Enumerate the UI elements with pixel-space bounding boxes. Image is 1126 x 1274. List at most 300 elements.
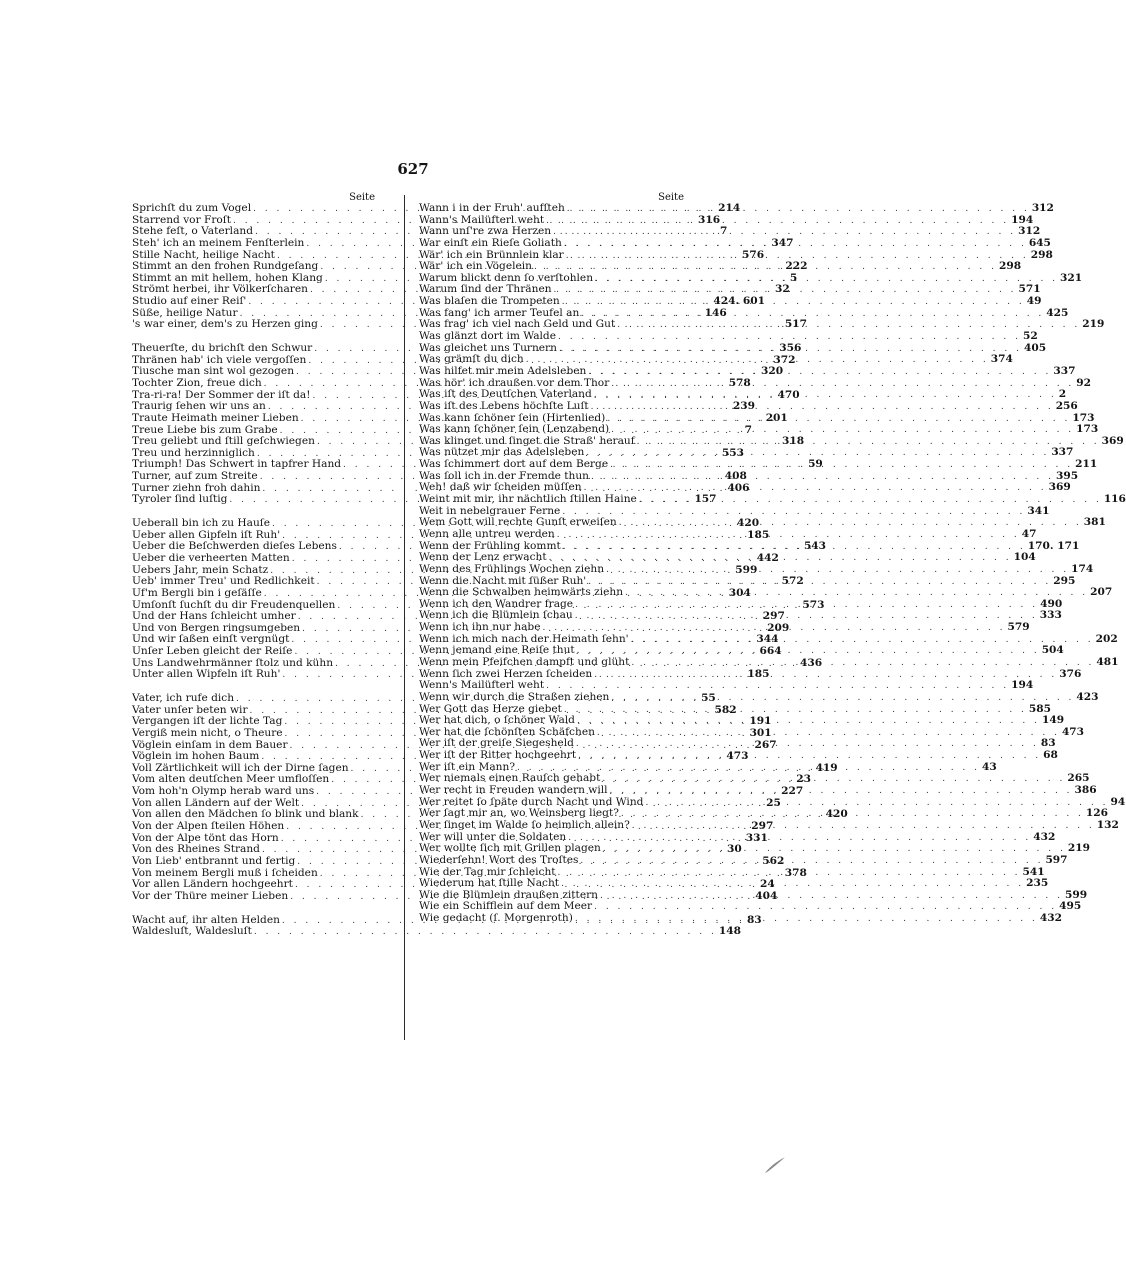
entry-title: Weh! daß wir ſcheiden müſſen xyxy=(419,481,582,494)
entry-page-number: 92 xyxy=(1076,376,1092,389)
dot-leader xyxy=(562,297,1025,309)
entry-page-number: 312 xyxy=(1031,202,1054,214)
entry-page-number: 256 xyxy=(1055,399,1078,412)
dot-leader xyxy=(606,565,1069,577)
entry-title: Stehe feſt, o Vaterland xyxy=(132,225,253,238)
entry-page-number: 201 xyxy=(765,411,788,424)
entry-title: Wenn ich mich nach der Heimath ſehn' xyxy=(419,632,629,645)
entry-page-number: 2 xyxy=(1058,388,1067,401)
entry-page-number: 146 xyxy=(704,306,727,319)
entry-page-number: 318 xyxy=(781,435,805,448)
entry-title: Von der Alpe tönt das Horn xyxy=(132,831,279,844)
entry-title: Wer reitet ſo ſpäte durch Nacht und Wind xyxy=(419,795,644,808)
entry-title: Weit in nebelgrauer Ferne xyxy=(419,504,561,517)
entry-page-number: 7 xyxy=(744,423,753,436)
entry-title: Steh' ich an meinem Fenſterlein xyxy=(132,236,305,249)
entry-title: Theuerſte, du brichſt den Schwur xyxy=(132,342,313,355)
entry-title: Wenn jemand eine Reiſe thut xyxy=(419,644,575,657)
entry-page-number: 572 xyxy=(781,575,804,588)
entry-page-number: 211 xyxy=(1075,458,1098,471)
entry-title: Thränen hab' ich viele vergoſſen xyxy=(132,353,307,366)
entry-page-number: 304 xyxy=(728,586,751,599)
dot-leader xyxy=(557,530,1020,542)
entry-title: Und wir ſaßen einſt vergnügt xyxy=(132,633,290,646)
dot-leader xyxy=(553,227,1016,239)
dot-leader xyxy=(621,809,1084,821)
entry-page-number: 43 xyxy=(982,760,997,773)
dot-leader xyxy=(610,786,1073,798)
column-header-seite: Seite xyxy=(349,192,375,203)
entry-page-number: 222 xyxy=(785,260,808,273)
dot-leader xyxy=(578,751,1041,763)
entry-page-number: 173 xyxy=(1076,423,1099,436)
entry-title: Wann i in der Fruh' aufſteh xyxy=(419,202,565,214)
entry-page-number: 573 xyxy=(802,598,825,611)
entry-page-number: 504 xyxy=(1041,644,1064,657)
entry-title: Von allen den Mädchen ſo blink und blank xyxy=(132,808,359,821)
ink-smudge-mark xyxy=(761,1156,789,1174)
entry-title: Uebers Jahr, mein Schatz xyxy=(132,563,269,576)
entry-title: Wer hat dich, o ſchöner Wald xyxy=(419,714,575,727)
dot-leader xyxy=(575,611,1038,623)
dot-leader xyxy=(625,588,1088,600)
dot-leader xyxy=(546,681,1009,693)
group-spacer xyxy=(132,903,375,915)
entry-page-number: 312 xyxy=(1018,225,1041,238)
entry-title: Ueber allen Gipfeln iſt Ruh' xyxy=(132,528,281,541)
entry-title: Wenn des Frühlings Wochen ziehn xyxy=(419,562,605,575)
entry-page-number: 298 xyxy=(1030,248,1053,261)
entry-title: Starrend vor Froſt xyxy=(132,213,231,226)
entry-page-number: 24 xyxy=(759,878,775,891)
entry-title: Vom hoh'n Olymp herab ward uns xyxy=(132,785,315,798)
entry-title: Wie gedacht (ſ. Morgenroth) xyxy=(419,912,573,925)
entry-page-number: 599 xyxy=(735,563,758,576)
dot-leader xyxy=(591,402,1054,414)
entry-title: Waldesluſt, Waldesluſt xyxy=(132,925,252,938)
dot-leader xyxy=(619,518,1082,530)
dot-leader xyxy=(584,483,1047,495)
entry-title: Wenn ich den Wandrer frage xyxy=(419,597,574,610)
entry-title: Uf'm Bergli bin i geſäſſe xyxy=(132,586,262,599)
dot-leader xyxy=(588,577,1051,589)
entry-page-number: 174 xyxy=(1071,562,1094,575)
entry-page-number: 481 xyxy=(1096,655,1119,668)
entry-title: Wer Gott das Herze giebet xyxy=(419,702,562,715)
entry-title: Strömt herbei, ihr Völkerſcharen xyxy=(132,283,308,296)
entry-page-number: 94 xyxy=(1110,795,1126,808)
entry-title: Und von Bergen ringsumgeben xyxy=(132,621,301,634)
entry-title: Was kann ſchöner ſein (Hirtenlied) xyxy=(419,411,606,424)
entry-title: Wann unſ're zwa Herzen xyxy=(419,225,552,238)
entry-title: Wer will unter die Soldaten xyxy=(419,830,567,843)
dot-leader xyxy=(591,472,1054,484)
entry-title: Vergiß mein nicht, o Theure xyxy=(132,726,283,739)
entry-page-number: 372 xyxy=(773,353,796,366)
entry-page-number: 219 xyxy=(1082,318,1105,331)
entry-title: Ueberall bin ich zu Hauſe xyxy=(132,517,270,530)
entry-page-number: 316 xyxy=(697,213,721,226)
entry-title: Stille Nacht, heilige Nacht xyxy=(132,248,275,261)
entry-page-number: 597 xyxy=(1045,853,1068,866)
entry-title: Tiusche man sint wol gezogen xyxy=(132,365,295,378)
entry-title: Ueb' immer Treu' und Redlichkeit xyxy=(132,575,315,588)
entry-page-number: 442 xyxy=(756,551,779,564)
entry-page-number: 337 xyxy=(1051,446,1074,459)
entry-title: Wenn ich die Blümlein ſchau xyxy=(419,609,573,622)
entry-title: Vor allen Ländern hochgeehrt xyxy=(132,878,293,891)
entry-title: Wenn ich ihn nur habe xyxy=(419,621,541,634)
dot-leader xyxy=(558,868,1021,880)
entry-page-number: 374 xyxy=(990,353,1013,366)
entry-page-number: 194 xyxy=(1011,213,1034,226)
entry-title: Wie die Blümlein draußen zittern xyxy=(419,888,598,901)
entry-page-number: 157 xyxy=(694,493,717,506)
dot-leader xyxy=(546,213,1009,228)
index-entry xyxy=(132,925,741,938)
entry-page-number: 562 xyxy=(762,854,785,867)
entry-page-number: 419 xyxy=(815,761,838,774)
entry-page-number: 173 xyxy=(1072,411,1095,424)
dot-leader xyxy=(632,821,1095,833)
entry-page-number: 194 xyxy=(1011,679,1034,692)
entry-page-number: 425 xyxy=(1046,306,1069,319)
entry-title: Wer ſinget im Walde ſo heimlich allein? xyxy=(419,818,630,831)
column-divider xyxy=(404,195,405,1040)
entry-title: Tra-ri-ra! Der Sommer der iſt da! xyxy=(132,388,311,401)
dot-leader xyxy=(588,367,1051,379)
entry-page-number: 301 xyxy=(749,726,772,739)
entry-title: Wem Gott will rechte Gunſt erweiſen xyxy=(419,516,617,529)
entry-title: Wer iſt ein Mann? xyxy=(419,760,515,773)
entry-page-number: 432 xyxy=(1039,912,1063,925)
entry-title: Stimmt an den frohen Rundgeſang xyxy=(132,260,319,273)
entry-page-number: 297 xyxy=(762,610,785,623)
entry-title: Wenn mein Pfeifchen dampft und glüht xyxy=(419,655,630,668)
dot-leader xyxy=(600,891,1063,903)
entry-page-number: 126 xyxy=(1085,807,1109,820)
entry-page-number: 207 xyxy=(1090,586,1113,599)
entry-title: 's war einer, dem's zu Herzen ging xyxy=(132,318,318,331)
entry-title: Wenn der Lenz erwacht xyxy=(419,551,547,564)
dot-leader xyxy=(603,844,1066,856)
entry-page-number: 406 xyxy=(727,481,750,494)
entry-page-number: 239 xyxy=(732,400,755,413)
entry-page-number: 344 xyxy=(756,633,779,646)
entry-page-number: 517 xyxy=(784,318,808,331)
entry-title: Weint mit mir, ihr nächtlich ſtillen Haine xyxy=(419,493,637,506)
entry-title: Wacht auf, ihr alten Helden xyxy=(132,913,280,926)
dot-leader xyxy=(558,332,1021,344)
entry-page-number: 420 xyxy=(825,808,848,821)
dot-leader xyxy=(645,798,1108,810)
entry-title: Vor der Thüre meiner Lieben xyxy=(132,889,289,902)
entry-page-number: 191 xyxy=(749,715,772,728)
entry-page-number: 386 xyxy=(1074,784,1097,797)
entry-title: Was kann ſchöner ſein (Lenzabend) xyxy=(419,423,610,436)
dot-leader xyxy=(610,460,1073,472)
entry-title: Wenn der Frühling kommt xyxy=(419,539,561,552)
entry-title: Wenn die Nacht mit ſüßer Ruh' xyxy=(419,574,587,587)
dot-leader xyxy=(562,507,1025,519)
entry-page-number: 333 xyxy=(1039,609,1062,622)
entry-page-number: 645 xyxy=(1028,236,1051,249)
entry-title: Wer iſt der greiſe Siegesheld xyxy=(419,737,574,750)
entry-title: Vom alten deutſchen Meer umfloſſen xyxy=(132,773,330,786)
entry-page-number: 541 xyxy=(1022,865,1045,878)
entry-title: Unter allen Wipfeln iſt Ruh' xyxy=(132,668,281,681)
entry-title: Was glänzt dort im Walde xyxy=(419,330,556,343)
entry-page-number: 582 xyxy=(714,703,737,716)
dot-leader xyxy=(611,376,1074,391)
entry-title: Was ſoll ich in der Fremde thun xyxy=(419,469,589,482)
entry-page-number: 404 xyxy=(755,889,778,902)
entry-title: Vergangen iſt der lichte Tag xyxy=(132,715,283,728)
index-entry xyxy=(419,330,1038,343)
entry-page-number: 104 xyxy=(1013,551,1036,564)
entry-page-number: 664 xyxy=(759,645,782,658)
entry-page-number: 436 xyxy=(800,656,823,669)
entry-page-number: 423 xyxy=(1076,690,1099,703)
entry-page-number: 52 xyxy=(1023,330,1038,343)
entry-title: Umſonſt ſuchſt du dir Freudenquellen xyxy=(132,598,336,611)
entry-title: Traurig ſehen wir uns an xyxy=(132,400,266,413)
entry-title: Studio auf einer Reiſ' xyxy=(132,295,247,308)
entry-title: Vater unſer beten wir xyxy=(132,703,248,716)
dot-leader xyxy=(611,425,1074,437)
dot-leader xyxy=(594,670,1057,682)
dot-leader xyxy=(631,658,1094,670)
entry-page-number: 495 xyxy=(1059,900,1082,913)
entry-title: Vöglein einſam in dem Bauer xyxy=(132,738,288,751)
entry-page-number: 420 xyxy=(737,517,760,530)
entry-page-number: 331 xyxy=(745,831,768,844)
entry-title: Wie ein Schifflein auf dem Meer xyxy=(419,900,593,913)
entry-title: Was hör' ich draußen vor dem Thor xyxy=(419,376,610,389)
entry-title: Wenn die Schwalben heimwärts ziehn xyxy=(419,586,624,599)
entry-page-number: 298 xyxy=(998,260,1022,273)
dot-leader xyxy=(581,306,1044,321)
dot-leader xyxy=(559,344,1022,356)
entry-title: Was klinget und ſinget die Straß' herauf xyxy=(419,434,635,447)
entry-page-number: 405 xyxy=(1023,341,1047,354)
entry-page-number: 347 xyxy=(771,236,794,249)
entry-title: Treu und herzinniglich xyxy=(132,446,255,459)
entry-title: Von der Alpen ſteilen Höhen xyxy=(132,820,285,833)
entry-page-number: 579 xyxy=(1007,621,1030,634)
entry-page-number: 585 xyxy=(1028,702,1052,715)
entry-title: Was fang' ich armer Teufel an xyxy=(419,306,580,319)
entry-page-number: 235 xyxy=(1026,877,1049,890)
entry-title: Wer wollte ſich mit Grillen plagen xyxy=(419,842,601,855)
dot-leader xyxy=(595,271,1058,286)
entry-title: Sprichſt du zum Vogel xyxy=(132,202,252,214)
dot-leader xyxy=(611,693,1074,705)
dot-leader xyxy=(564,236,1027,251)
entry-page-number: 185 xyxy=(747,668,770,681)
entry-page-number: 170. 171 xyxy=(1027,539,1080,552)
entry-page-number: 132 xyxy=(1096,818,1119,831)
entry-title: Stimmt an mit hellem, hohen Klang xyxy=(132,271,323,284)
entry-title: Was nützet mir das Adelsleben xyxy=(419,446,585,459)
entry-page-number: 267 xyxy=(754,738,777,751)
entry-page-number: 378 xyxy=(784,866,807,879)
entry-page-number: 297 xyxy=(751,820,774,833)
entry-title: Was iſt des Lebens höchſte Luſt xyxy=(419,399,589,412)
entry-title: Was iſt des Deutſchen Vaterland xyxy=(419,388,592,401)
entry-page-number: 219 xyxy=(1067,842,1090,855)
entry-title: Wiederum hat ſtille Nacht xyxy=(419,877,560,890)
dot-leader xyxy=(575,914,1038,926)
entry-title: Voll Zärtlichkeit will ich der Dirne ſagen xyxy=(132,761,349,774)
entry-title: Von des Rheines Strand xyxy=(132,843,260,856)
dot-leader xyxy=(594,390,1057,402)
entry-title: Was grämſt du dich xyxy=(419,353,524,366)
dot-leader xyxy=(564,705,1027,717)
dot-leader xyxy=(566,248,1029,263)
entry-page-number: 214 xyxy=(718,202,741,214)
entry-page-number: 295 xyxy=(1053,574,1076,587)
entry-page-number: 369 xyxy=(1048,481,1071,494)
entry-title: Wie der Tag mir ſchleicht xyxy=(419,865,556,878)
entry-title: Was frag' ich viel nach Geld und Gut xyxy=(419,318,616,331)
entry-title: Wer recht in Freuden wandern will xyxy=(419,784,608,797)
entry-title: Wär' ich ein Vögelein xyxy=(419,260,532,273)
dot-leader xyxy=(567,204,1030,216)
entry-page-number: 116 xyxy=(1103,493,1126,506)
entry-page-number: 321 xyxy=(1060,271,1083,284)
entry-title: Warum blickt denn ſo verſtohlen xyxy=(419,271,594,284)
entry-title: Triumph! Das Schwert in tapfrer Hand xyxy=(132,458,342,471)
entry-page-number: 337 xyxy=(1053,364,1076,377)
entry-page-number: 149 xyxy=(1041,714,1065,727)
entry-title: Ueber die verheerten Matten xyxy=(132,551,290,564)
dot-leader xyxy=(526,355,989,367)
entry-title: Vater, ich rufe dich xyxy=(132,691,235,704)
entry-title: Von allen Ländern auf der Welt xyxy=(132,796,300,809)
entry-page-number: 23 xyxy=(796,773,811,786)
entry-page-number: 553 xyxy=(721,446,744,459)
dot-leader xyxy=(602,774,1065,786)
entry-title: Von meinem Bergli muß i ſcheiden xyxy=(132,866,318,879)
entry-title: Wär' ich ein Brünnlein klar xyxy=(419,248,564,261)
entry-title: Was ſchimmert dort auf dem Berge xyxy=(419,458,609,471)
entry-title: Wer iſt der Ritter hochgeehrt xyxy=(419,749,577,762)
entry-title: Traute Heimath meiner Lieben xyxy=(132,411,299,424)
entry-page-number: 578 xyxy=(728,376,751,389)
entry-page-number: 55 xyxy=(701,691,716,704)
entry-page-number: 49 xyxy=(1026,295,1042,308)
entry-page-number: 356 xyxy=(779,342,802,355)
entry-page-number: 432 xyxy=(1033,830,1056,843)
dot-leader xyxy=(534,262,997,274)
dot-leader xyxy=(561,879,1024,891)
entry-title: Ueber die Beſchwerden dieſes Lebens xyxy=(132,540,337,553)
entry-page-number: 5 xyxy=(789,271,798,284)
entry-title: Süße, heilige Natur xyxy=(132,306,238,319)
entry-page-number: 68 xyxy=(1043,749,1058,762)
dot-leader xyxy=(568,833,1031,845)
entry-title: Von Lieb' entbrannt und fertig xyxy=(132,854,296,867)
entry-page-number: 148 xyxy=(718,925,741,938)
entry-title: Uns Landwehrmänner ſtolz und kühn xyxy=(132,656,334,669)
entry-page-number: 395 xyxy=(1056,469,1079,482)
entry-title: Wenn alle untreu werden xyxy=(419,527,555,540)
entry-title: War einſt ein Rieſe Goliath xyxy=(419,236,562,249)
entry-title: Treue Liebe bis zum Grabe xyxy=(132,423,278,436)
entry-page-number: 369 xyxy=(1101,434,1124,447)
entry-page-number: 490 xyxy=(1040,597,1063,610)
dot-leader xyxy=(617,320,1080,332)
entry-page-number: 30 xyxy=(726,843,742,856)
entry-title: Vöglein im hohen Baum xyxy=(132,750,260,763)
entry-page-number: 543 xyxy=(803,540,827,553)
dot-leader xyxy=(575,600,1038,612)
entry-title: Was blaſen die Trompeten xyxy=(419,295,560,308)
entry-title: Tochter Zion, freue dich xyxy=(132,376,262,389)
entry-page-number: 341 xyxy=(1027,504,1050,517)
dot-leader xyxy=(577,646,1040,658)
dot-leader xyxy=(607,411,1070,426)
entry-title: Tyroler ſind luſtig xyxy=(132,493,228,506)
entry-page-number: 376 xyxy=(1059,667,1082,680)
dot-leader xyxy=(597,728,1060,740)
entry-page-number: 470 xyxy=(777,388,800,401)
entry-page-number: 599 xyxy=(1065,888,1088,901)
dot-leader xyxy=(637,437,1100,449)
entry-page-number: 25 xyxy=(766,796,781,809)
entry-page-number: 473 xyxy=(1061,725,1085,738)
dot-leader xyxy=(576,739,1039,751)
entry-page-number: 83 xyxy=(746,913,762,926)
entry-page-number: 473 xyxy=(726,750,749,763)
entry-title: Und der Hans ſchleicht umher xyxy=(132,610,296,623)
dot-leader xyxy=(586,448,1049,460)
entry-title: Unſer Leben gleicht der Reiſe xyxy=(132,645,293,658)
dot-leader xyxy=(577,716,1040,728)
entry-title: Wiederſehn! Wort des Troſtes xyxy=(419,853,579,866)
dot-leader xyxy=(254,927,717,939)
entry-title: Was hilfet mir mein Adelsleben xyxy=(419,364,587,377)
entry-page-number: 47 xyxy=(1021,527,1037,540)
entry-title: Turner, auf zum Streite xyxy=(132,470,258,483)
entry-title: Wer niemals einen Rauſch gehabt xyxy=(419,772,601,785)
dot-leader xyxy=(554,285,1017,297)
page-number: 627 xyxy=(397,160,429,178)
entry-page-number: 320 xyxy=(761,365,784,378)
entry-page-number: 59 xyxy=(808,458,823,471)
entry-title: Wer ſagt mir an, wo Weinsberg liegt? xyxy=(419,807,619,820)
entry-page-number: 83 xyxy=(1040,737,1056,750)
entry-page-number: 185 xyxy=(747,528,770,541)
entry-title: Wenn wir durch die Straßen ziehen xyxy=(419,690,610,703)
dot-leader xyxy=(631,635,1094,647)
entry-page-number: 381 xyxy=(1083,516,1106,529)
entry-page-number: 265 xyxy=(1067,772,1090,785)
dot-leader xyxy=(549,553,1012,565)
entry-title: Wenn ſich zwei Herzen ſcheiden xyxy=(419,667,593,680)
entry-page-number: 571 xyxy=(1018,283,1041,296)
dot-leader xyxy=(563,542,1026,554)
entry-page-number: 576 xyxy=(741,248,765,261)
entry-title: Warum ſind der Thränen xyxy=(419,283,552,296)
entry-page-number: 32 xyxy=(774,283,790,296)
entry-title: Wann's Mailüfterl weht xyxy=(419,213,545,226)
entry-page-number: 424. 601 xyxy=(713,295,765,308)
entry-title: Was gleichet uns Turnern xyxy=(419,341,557,354)
entry-title: Wer hat die ſchönſten Schäfchen xyxy=(419,725,595,738)
dot-leader xyxy=(580,856,1043,868)
